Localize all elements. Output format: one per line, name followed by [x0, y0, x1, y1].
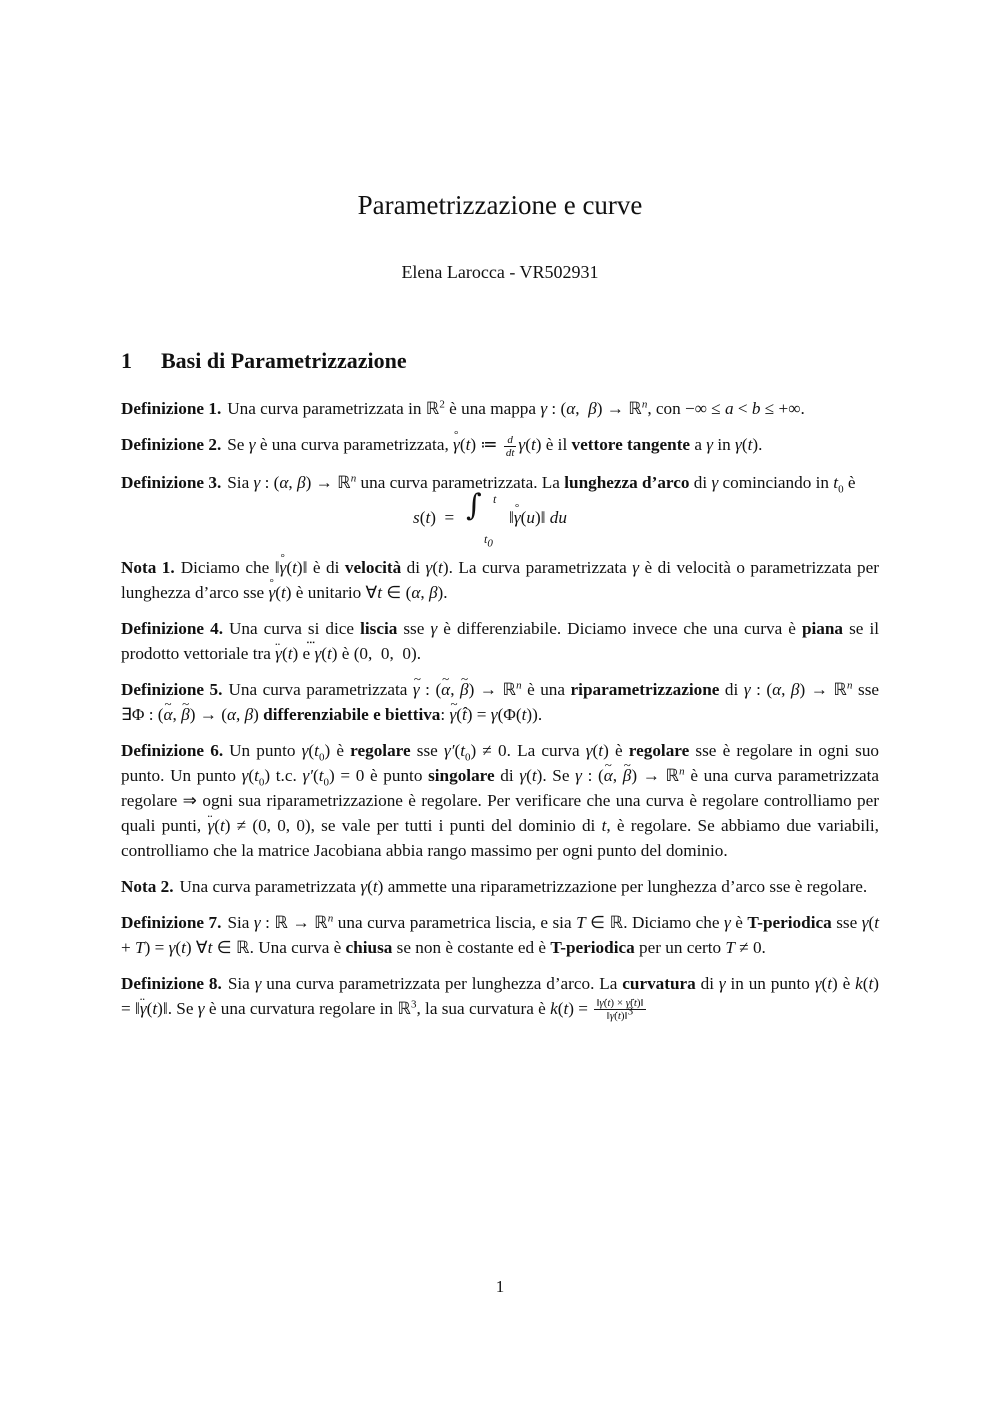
term-chiusa: chiusa	[345, 937, 393, 957]
definition-6-label: Definizione 6.	[121, 740, 224, 760]
definition-4: Definizione 4. Una curva si dice liscia sse γ è differenziabile. Diciamo invece che una curva è piana se il prodotto vettoriale tra ¨ γ(t) e ⃛ γ(t) è (0, 0, 0).	[121, 616, 879, 666]
definition-1: Definizione 1. Una curva parametrizzata in ℝ$^2$ è una mappa γ : (α, β) → ℝ$^n$, con −∞ ≤ a < b ≤ +∞.	[121, 398, 805, 418]
term-t-periodica-2: T-periodica	[550, 937, 635, 957]
definition-8-label: Definizione 8.	[121, 973, 222, 993]
term-vettore-tangente: vettore tangente	[571, 435, 691, 454]
term-regolare: regolare	[350, 740, 411, 760]
note-1: Nota 1. Diciamo che ‖° γ(t)‖ è di velocità di γ(t). La curva parametrizzata γ è di velocità o parametrizzata per lunghezza d’arco sse ° γ(t) è unitario ∀t ∈ (α, β).	[121, 555, 879, 605]
arc-length-formula: s(t) = ∫ t $t_0$ ‖° γ(u)‖ du	[121, 491, 879, 547]
definition-3-label: Definizione 3.	[121, 472, 222, 492]
page-number: 1	[495, 1277, 505, 1296]
section-heading	[121, 348, 407, 374]
term-lunghezza-arco: lunghezza d’arco	[564, 472, 690, 492]
document-author: Elena Larocca - VR502931	[401, 262, 599, 282]
term-curvatura: curvatura	[622, 973, 696, 993]
note-2-label: Nota 2.	[121, 876, 174, 896]
definition-1-label: Definizione 1.	[121, 399, 222, 418]
definition-7-label: Definizione 7.	[121, 912, 222, 932]
term-t-periodica: T-periodica	[747, 912, 832, 932]
definition-6: Definizione 6. Un punto $\gamma(t_0)$ è regolare sse $\gamma'(t_0) \ne 0$. La curva γ(t) è regolare sse è regolare in ogni suo punto. Un punto $\gamma(t_0)$ t.c. $\gamma'(t_0) = 0$ è punto singolare di γ(t). Se γ : (~ α, ~ β) → ℝ$^n$ è una curva parametrizzata regolare ⇒ ogni sua riparametrizzazione è regolare. Per verificare che una curva è regolare controlliamo per quali punti, ¨ γ(t) ≠ (0, 0, 0), se vale per tutti i punti del dominio di t, è regolare. Se abbiamo due variabili, controlliamo che la matrice Jacobiana abbia rango massimo per ogni punto del dominio.	[121, 738, 879, 863]
section-number: 1	[121, 348, 132, 373]
note-2: Nota 2. Una curva parametrizzata γ(t) ammette una riparametrizzazione per lunghezza d’arco sse è regolare.	[121, 876, 868, 896]
term-piana: piana	[801, 618, 844, 638]
term-riparametrizzazione: riparametrizzazione	[570, 679, 720, 699]
term-liscia: liscia	[360, 618, 398, 638]
section-title: Basi di Parametrizzazione	[161, 348, 407, 373]
document-title: Parametrizzazione e curve	[357, 190, 643, 220]
definition-2: Definizione 2. Se γ è una curva parametrizzata, ° γ(t) ≔ $\frac{d}{dt}$ γ(t) è il vettore tangente a γ in γ(t).	[121, 432, 879, 459]
term-singolare: singolare	[428, 765, 495, 785]
note-1-label: Nota 1.	[121, 557, 175, 577]
definition-4-label: Definizione 4.	[121, 618, 223, 638]
definition-8: Definizione 8. Sia γ una curva parametrizzata per lunghezza d’arco. La curvatura di γ in un punto γ(t) è k(t) = ‖¨ γ(t)‖. Se γ è una curvatura regolare in ℝ$^3$, la sua curvatura è k(t) = $\frac{‖\gammȧ(t) \times \gammä(t)‖}{‖\gammȧ(t)‖^3}$	[121, 971, 879, 1023]
term-velocita: velocità	[344, 557, 402, 577]
definition-2-label: Definizione 2.	[121, 435, 222, 454]
definition-7: Definizione 7. Sia γ : ℝ → ℝ$^n$ una curva parametrica liscia, e sia T ∈ ℝ. Diciamo che γ è T-periodica sse γ(t + T) = γ(t) ∀t ∈ ℝ. Una curva è chiusa se non è costante ed è T-periodica per un certo T ≠ 0.	[121, 911, 879, 957]
definition-5-label: Definizione 5.	[121, 679, 223, 699]
document-body	[121, 396, 879, 1033]
term-differenziabile-biettiva: differenziabile e biettiva	[263, 704, 441, 724]
term-regolare-2: regolare	[628, 740, 690, 760]
definition-5: Definizione 5. Una curva parametrizzata ~ γ : (~ α, ~ β) → ℝ$^n$ è una riparametrizzazione di γ : (α, β) → ℝ$^n$ sse ∃Φ : (~ α, ~ β) → (α, β) differenziabile e biettiva: ~ γ(t̂) = γ(Φ(t)).	[121, 677, 879, 727]
definition-3: Definizione 3. Sia γ : (α, β) → ℝ$^n$ una curva parametrizzata. La lunghezza d’arco di γ cominciando in $t_0$ è	[121, 471, 856, 495]
